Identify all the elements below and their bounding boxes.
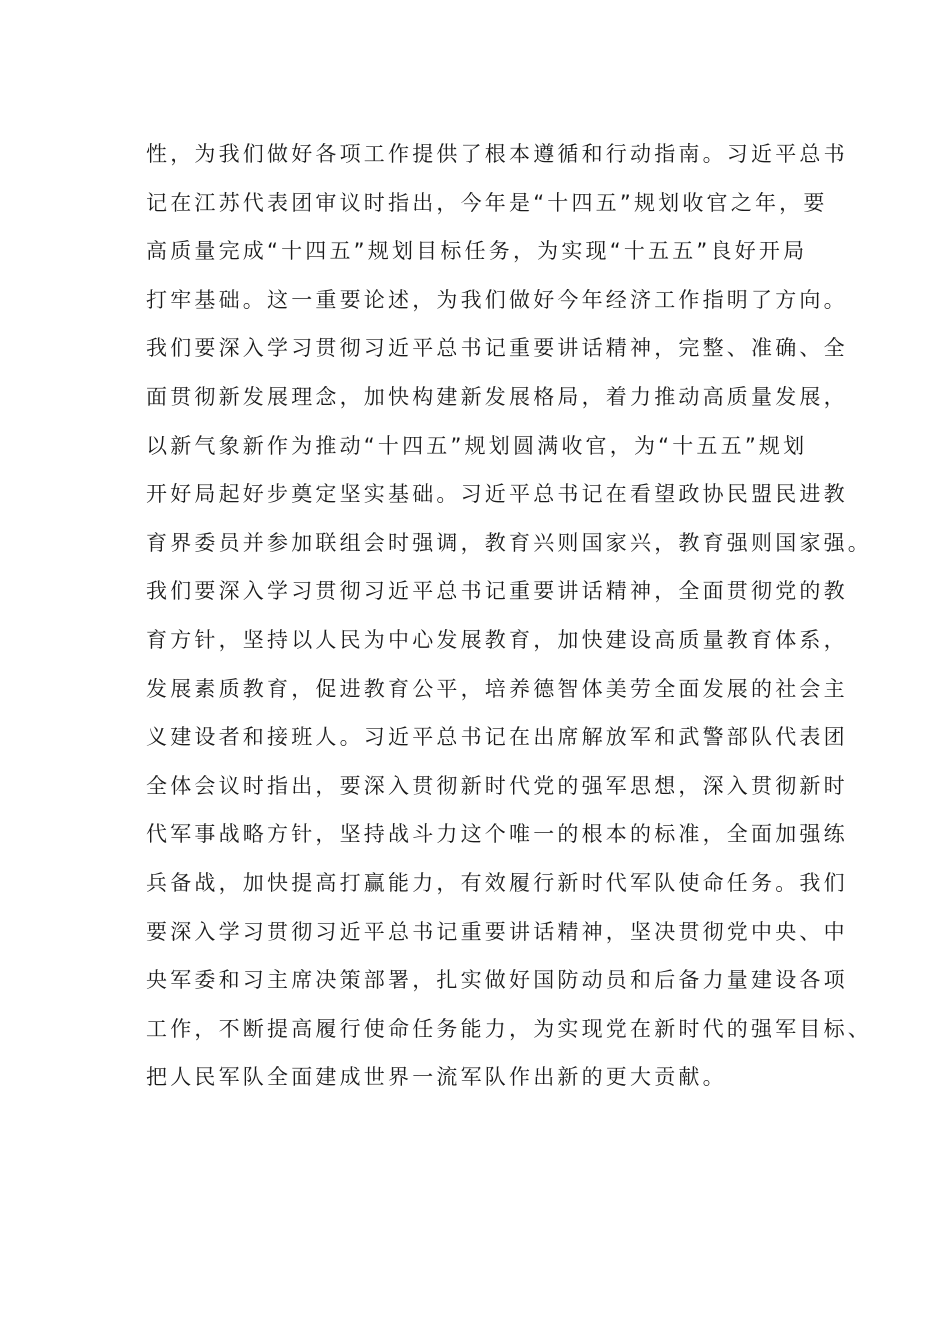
- text-line: 以新气象新作为推动“十四五”规划圆满收官，为“十五五”规划: [146, 433, 808, 458]
- text-line: 性，为我们做好各项工作提供了根本遵循和行动指南。习近平总书: [146, 142, 848, 166]
- text-line: 我们要深入学习贯彻习近平总书记重要讲话精神，完整、准确、全: [146, 336, 848, 361]
- text-line: 面贯彻新发展理念，加快构建新发展格局，着力推动高质量发展，: [146, 384, 848, 409]
- body-text: [146, 130, 872, 1102]
- text-line: 义建设者和接班人。习近平总书记在出席解放军和武警部队代表团: [146, 725, 848, 750]
- text-line: 发展素质教育，促进教育公平，培养德智体美劳全面发展的社会主: [146, 676, 848, 701]
- text-line: 工作，不断提高履行使命任务能力，为实现党在新时代的强军目标、: [146, 1016, 872, 1041]
- text-line: 开好局起好步奠定坚实基础。习近平总书记在看望政协民盟民进教: [146, 482, 848, 507]
- text-line: 兵备战，加快提高打赢能力，有效履行新时代军队使命任务。我们: [146, 870, 848, 895]
- text-line: 打牢基础。这一重要论述，为我们做好今年经济工作指明了方向。: [146, 287, 848, 312]
- text-line: 育界委员并参加联组会时强调，教育兴则国家兴，教育强则国家强。: [146, 530, 872, 555]
- text-line: 央军委和习主席决策部署，扎实做好国防动员和后备力量建设各项: [146, 968, 848, 993]
- text-line: 要深入学习贯彻习近平总书记重要讲话精神，坚决贯彻党中央、中: [146, 919, 848, 944]
- text-line: 记在江苏代表团审议时指出，今年是“十四五”规划收官之年，要: [146, 190, 828, 215]
- text-line: 代军事战略方针，坚持战斗力这个唯一的根本的标准，全面加强练: [146, 822, 848, 847]
- text-line: 育方针，坚持以人民为中心发展教育，加快建设高质量教育体系，: [146, 627, 848, 652]
- text-line: 高质量完成“十四五”规划目标任务，为实现“十五五”良好开局: [146, 239, 808, 264]
- text-line: 我们要深入学习贯彻习近平总书记重要讲话精神，全面贯彻党的教: [146, 579, 848, 604]
- text-line: 全体会议时指出，要深入贯彻新时代党的强军思想，深入贯彻新时: [146, 773, 848, 798]
- text-line: 把人民军队全面建成世界一流军队作出新的更大贡献。: [146, 1065, 727, 1090]
